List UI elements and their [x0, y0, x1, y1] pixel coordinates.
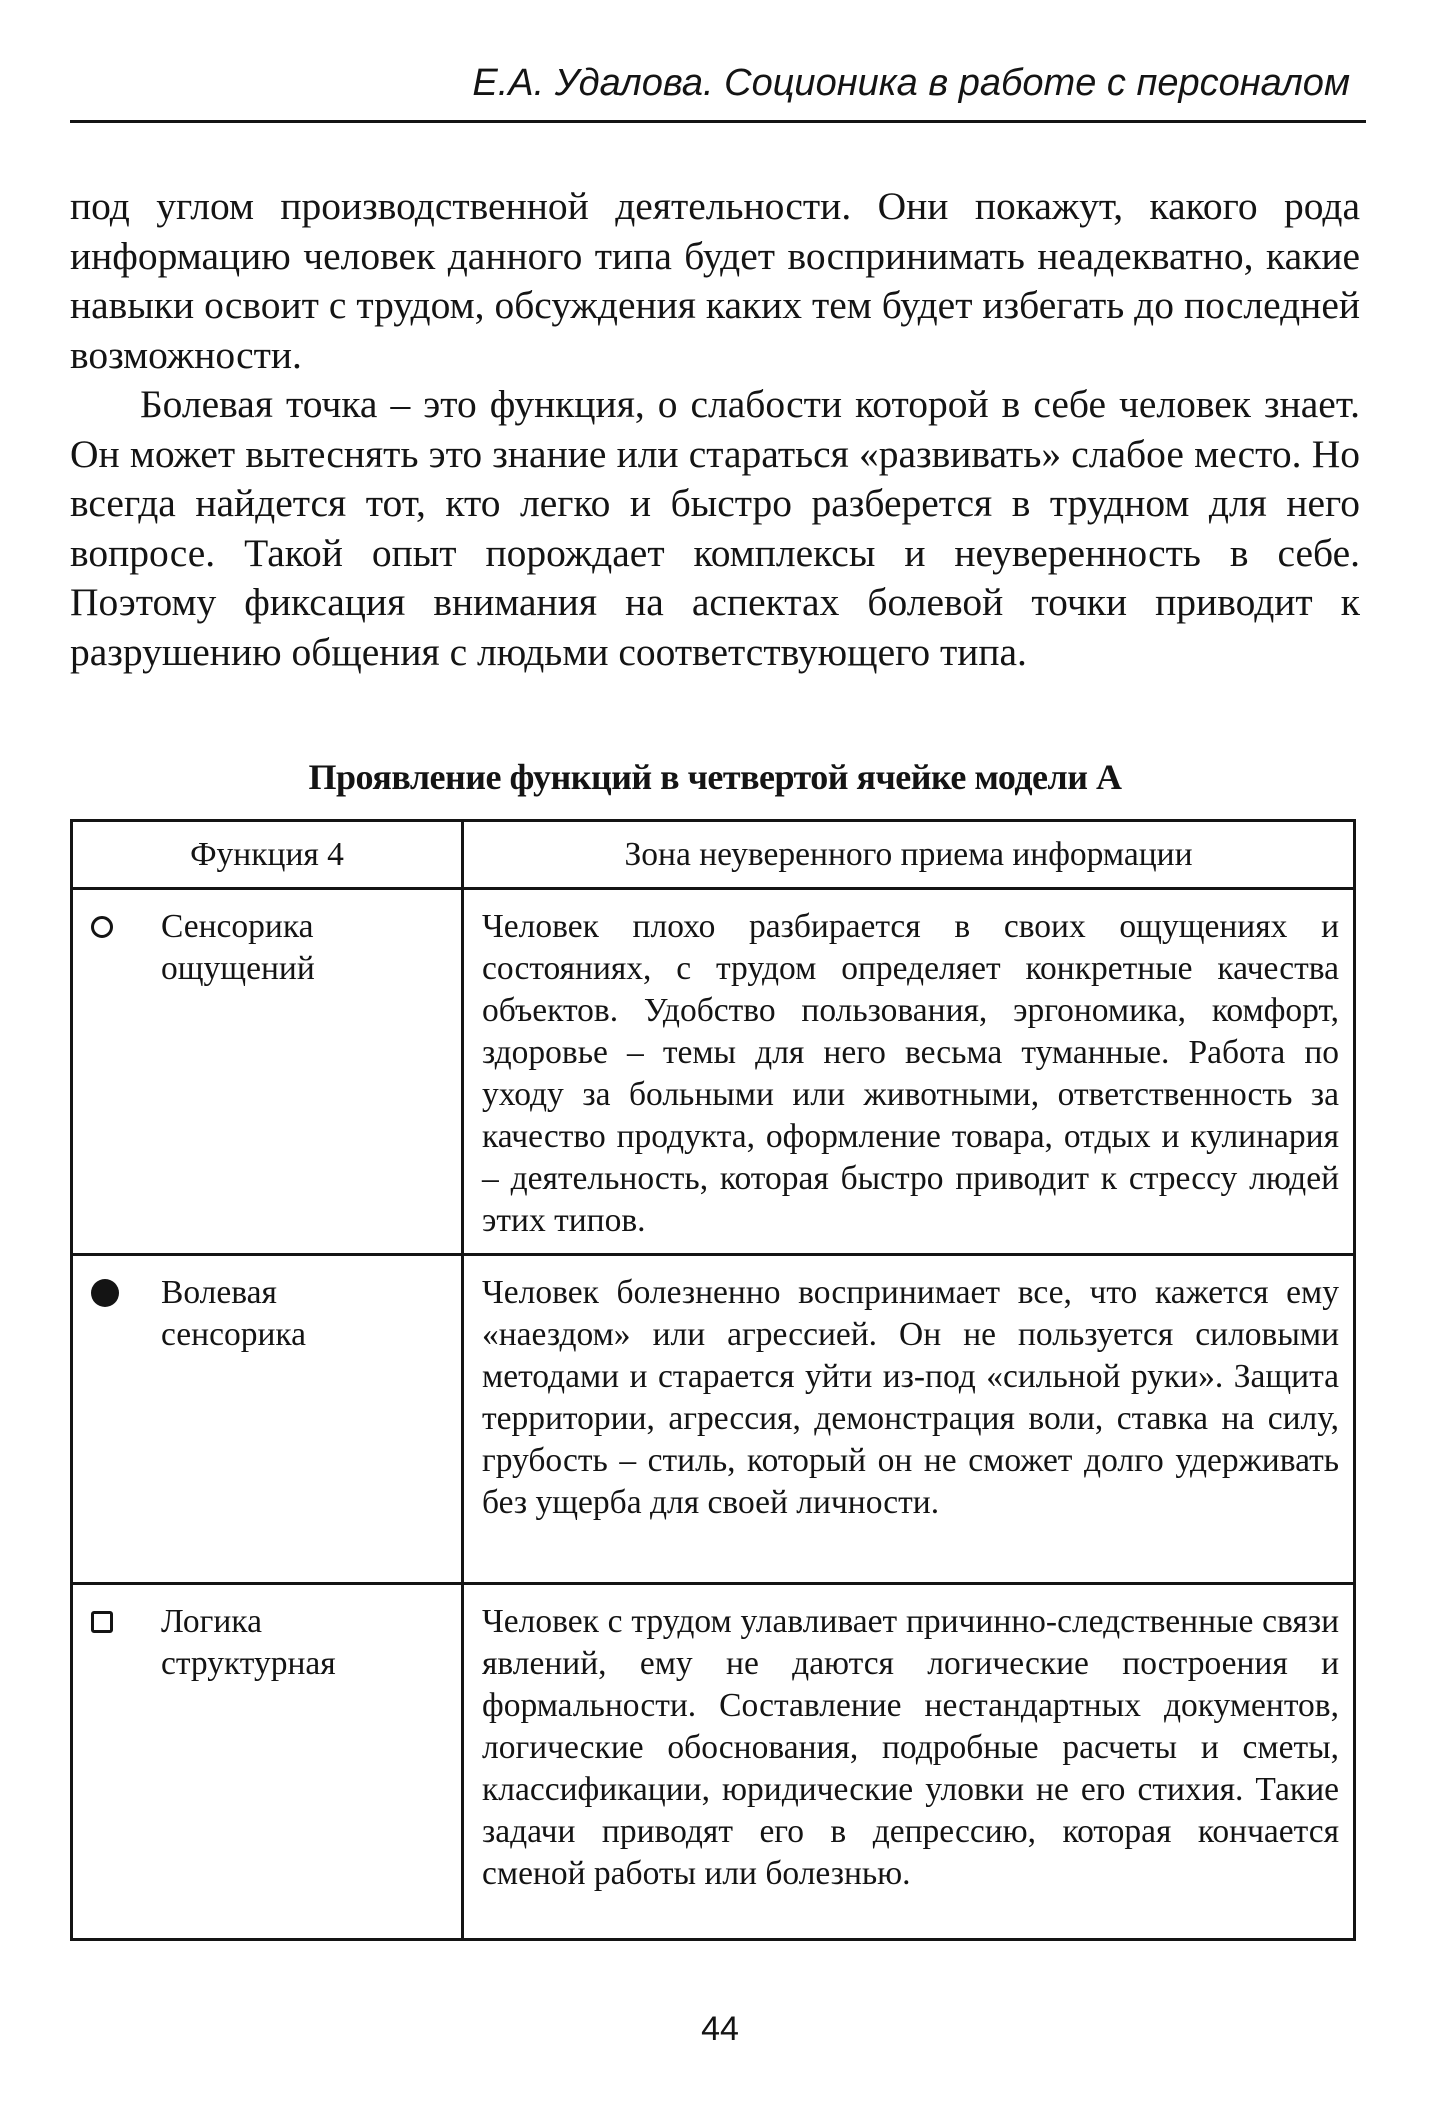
table-header-row	[72, 821, 1355, 889]
function-name-line: Сенсорика	[161, 908, 314, 945]
function-name	[161, 906, 451, 990]
running-title: Е.А. Удалова. Соционика в работе с персоналом	[472, 62, 1350, 104]
table-row	[72, 889, 1355, 1255]
function-name	[161, 1601, 451, 1685]
function-name-line: Логика	[161, 1603, 262, 1640]
table-row	[72, 1255, 1355, 1584]
paragraph-1: под углом производственной деятельности. Они покажут, какого рода информацию человек данного типа будет воспринимать неадекватно, какие навыки освоит с трудом, обсуждения каких тем будет избегать до последней возможности.	[70, 184, 1360, 377]
table-row	[72, 1584, 1355, 1940]
white-square-icon	[91, 1601, 131, 1643]
function-name	[161, 1272, 451, 1356]
description-cell: Человек плохо разбирается в своих ощущениях и состояниях, с трудом определяет конкретные качества объектов. Удобство пользования, эргономика, комфорт, здоровье – темы для него весьма туманные. Работа по уходу за больными или животными, ответственность за качество продукта, оформление товара, отдых и кулинария – деятельность, которая быстро приводит к стрессу людей этих типов.	[463, 889, 1355, 1255]
description-cell: Человек с трудом улавливает причинно-следственные связи явлений, ему не даются логические построения и формальности. Составление нестандартных документов, логические обоснования, подробные расчеты и сметы, классификации, юридические уловки не его стихия. Такие задачи приводят его в депрессию, которая кончается сменой работы или болезнью.	[463, 1584, 1355, 1940]
function-cell	[72, 889, 463, 1255]
function-cell	[72, 1255, 463, 1584]
column-header-function: Функция 4	[72, 821, 463, 889]
header-rule	[70, 120, 1366, 123]
function-cell	[72, 1584, 463, 1940]
description-cell: Человек болезненно воспринимает все, что кажется ему «наездом» или агрессией. Он не пользуется силовыми методами и старается уйти из-под «сильной руки». Защита территории, агрессия, демонстрация воли, ставка на силу, грубость – стиль, который он не сможет долго удерживать без ущерба для своей личности.	[463, 1255, 1355, 1584]
page-number: 44	[701, 2010, 739, 2048]
black-circle-icon	[91, 1272, 131, 1314]
function-name-line: структурная	[161, 1645, 336, 1682]
column-header-zone: Зона неуверенного приема информации	[463, 821, 1355, 889]
function-name-line: Волевая	[161, 1274, 277, 1311]
paragraph-2: Болевая точка – это функция, о слабости которой в себе человек знает. Он может вытеснять это знание или стараться «развивать» слабое место. Но всегда найдется тот, кто легко и быстро разберется в трудном для него вопросе. Такой опыт порождает комплексы и неуверенность в себе. Поэтому фиксация внимания на аспектах болевой точки приводит к разрушению общения с людьми соответствующего типа.	[70, 382, 1360, 674]
functions-table	[70, 819, 1356, 1941]
white-circle-icon	[91, 906, 131, 948]
body-text	[70, 182, 1360, 677]
function-name-line: ощущений	[161, 950, 315, 987]
function-name-line: сенсорика	[161, 1316, 307, 1353]
table-title: Проявление функций в четвертой ячейке модели А	[308, 757, 1122, 797]
